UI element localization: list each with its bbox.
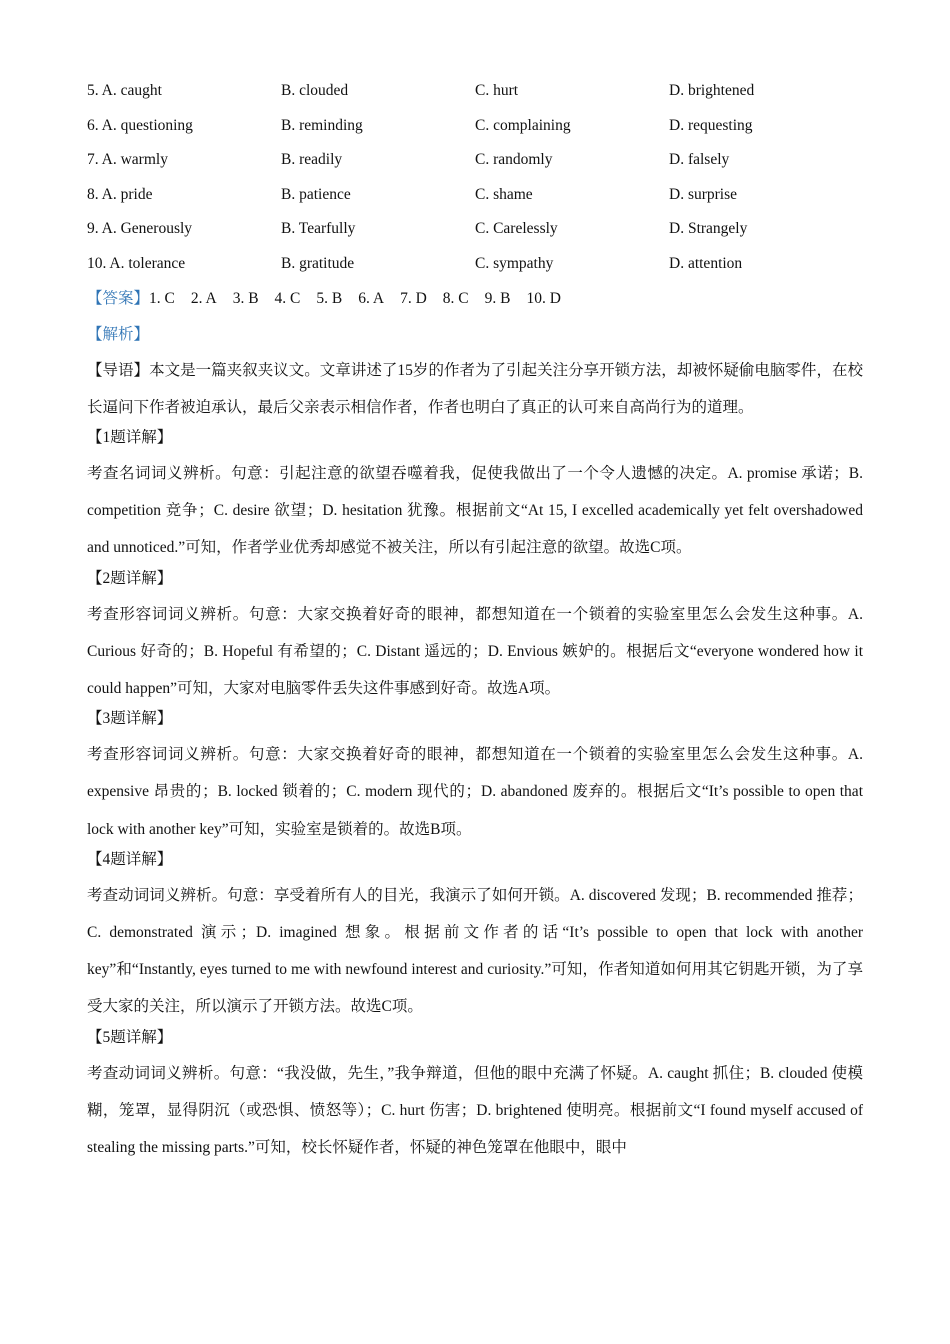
option-c: C. shame xyxy=(475,185,533,203)
option-a: 8. A. pride xyxy=(87,185,153,203)
option-b: B. reminding xyxy=(281,116,363,134)
detail-block-3 xyxy=(87,736,863,848)
option-d: D. requesting xyxy=(669,116,753,134)
detail-block-1 xyxy=(87,455,863,567)
answer-item: 6. A xyxy=(358,289,385,307)
option-a: 10. A. tolerance xyxy=(87,254,186,272)
detail-heading-4: 【4题详解】 xyxy=(87,850,173,868)
detail-block-2 xyxy=(87,596,863,708)
option-c: C. Carelessly xyxy=(475,220,558,238)
option-b: B. clouded xyxy=(281,82,349,99)
detail-heading-2: 【2题详解】 xyxy=(87,569,173,587)
option-row-9 xyxy=(87,216,863,251)
answer-item: 9. B xyxy=(484,289,511,307)
option-row-6 xyxy=(87,113,863,148)
answer-item: 4. C xyxy=(274,289,301,307)
detail-paragraph-2: 考查形容词词义辨析。句意：大家交换着好奇的眼神，都想知道在一个锁着的实验室里怎么会发生这种事。A. Curious 好奇的；B. Hopeful 有希望的；C. Distant 遥远的；D. Envious 嫉妒的。根据后文“everyone wondered how it could happen”可知，大家对电脑零件丢失这件事感到好奇。故选A项。 xyxy=(87,605,863,697)
option-row-8 xyxy=(87,182,863,217)
detail-block-5 xyxy=(87,1055,863,1167)
option-row-10 xyxy=(87,251,863,286)
answer-tag: 【答案】 xyxy=(87,289,150,307)
answer-item: 7. D xyxy=(400,289,427,307)
option-c: C. hurt xyxy=(475,82,519,99)
detail-paragraph-4: 考查动词词义辨析。句意：享受着所有人的目光，我演示了如何开锁。A. discovered 发现；B. recommended 推荐；C. demonstrated 演示；D. imagined 想象。根据前文作者的话“It’s possible to open that lock with another key”和“Instantly, eyes turned to me with newfound interest and curiosity.”可知，作者知道如何用其它钥匙开锁，为了享受大家的关注，所以演示了开锁方法。故选C项。 xyxy=(87,886,863,1016)
option-d: D. Strangely xyxy=(669,220,748,238)
document-content xyxy=(87,78,863,1165)
intro-paragraph: 【导语】本文是一篇夹叙夹议文。文章讲述了15岁的作者为了引起关注分享开锁方法，却被怀疑偷电脑零件，在校长逼问下作者被迫承认，最后父亲表示相信作者，作者也明白了真正的认可来自高尚行为的道理。 xyxy=(87,361,863,416)
option-row-7 xyxy=(87,147,863,182)
option-d: D. falsely xyxy=(669,151,730,169)
detail-heading-5: 【5题详解】 xyxy=(87,1028,173,1046)
detail-heading-1: 【1题详解】 xyxy=(87,428,173,446)
option-b: B. gratitude xyxy=(281,254,355,272)
detail-paragraph-1: 考查名词词义辨析。句意：引起注意的欲望吞噬着我，促使我做出了一个令人遗憾的决定。A. promise 承诺；B. competition 竞争；C. desire 欲望；D. hesitation 犹豫。根据前文“At 15, I excelled academically yet felt overshadowed and unnoticed.”可知，作者学业优秀却感觉不被关注，所以有引起注意的欲望。故选C项。 xyxy=(87,464,863,557)
option-d: D. surprise xyxy=(669,185,738,203)
option-b: B. readily xyxy=(281,151,343,169)
option-c: C. complaining xyxy=(475,116,571,134)
answer-item: 8. C xyxy=(442,289,469,307)
option-b: B. Tearfully xyxy=(281,220,356,238)
detail-paragraph-5: 考查动词词义辨析。句意：“我没做，先生，”我争辩道，但他的眼中充满了怀疑。A. caught 抓住；B. clouded 使模糊，笼罩，显得阴沉（或恐惧、愤怒等）；C. hurt 伤害；D. brightened 使明亮。根据前文“I found myself accused of stealing the missing parts.”可知，校长怀疑作者，怀疑的神色笼罩在他眼中，眼中 xyxy=(87,1064,863,1157)
detail-paragraph-3: 考查形容词词义辨析。句意：大家交换着好奇的眼神，都想知道在一个锁着的实验室里怎么会发生这种事。A. expensive 昂贵的；B. locked 锁着的；C. modern 现代的；D. abandoned 废弃的。根据后文“It’s possible to open that lock with another key”可知，实验室是锁着的。故选B项。 xyxy=(87,746,863,838)
answer-item: 10. D xyxy=(526,289,561,307)
option-a: 9. A. Generously xyxy=(87,220,193,238)
option-c: C. randomly xyxy=(475,151,553,169)
intro-block xyxy=(87,352,863,426)
answer-item: 2. A xyxy=(190,289,217,307)
option-d: D. attention xyxy=(669,254,743,272)
answer-item: 3. B xyxy=(232,289,259,307)
options-list xyxy=(87,78,863,286)
option-b: B. patience xyxy=(281,185,351,203)
answer-item: 1. C xyxy=(149,289,175,307)
answer-item: 5. B xyxy=(316,289,343,307)
option-a: 7. A. warmly xyxy=(87,151,168,169)
option-a: 6. A. questioning xyxy=(87,116,193,134)
detail-heading-3: 【3题详解】 xyxy=(87,710,173,728)
answer-line xyxy=(87,286,863,322)
analysis-tag: 【解析】 xyxy=(87,325,150,343)
detail-block-4 xyxy=(87,877,863,1026)
option-d: D. brightened xyxy=(669,82,755,99)
option-a: 5. A. caught xyxy=(87,82,162,99)
option-c: C. sympathy xyxy=(475,254,554,272)
option-row-5 xyxy=(87,78,863,113)
